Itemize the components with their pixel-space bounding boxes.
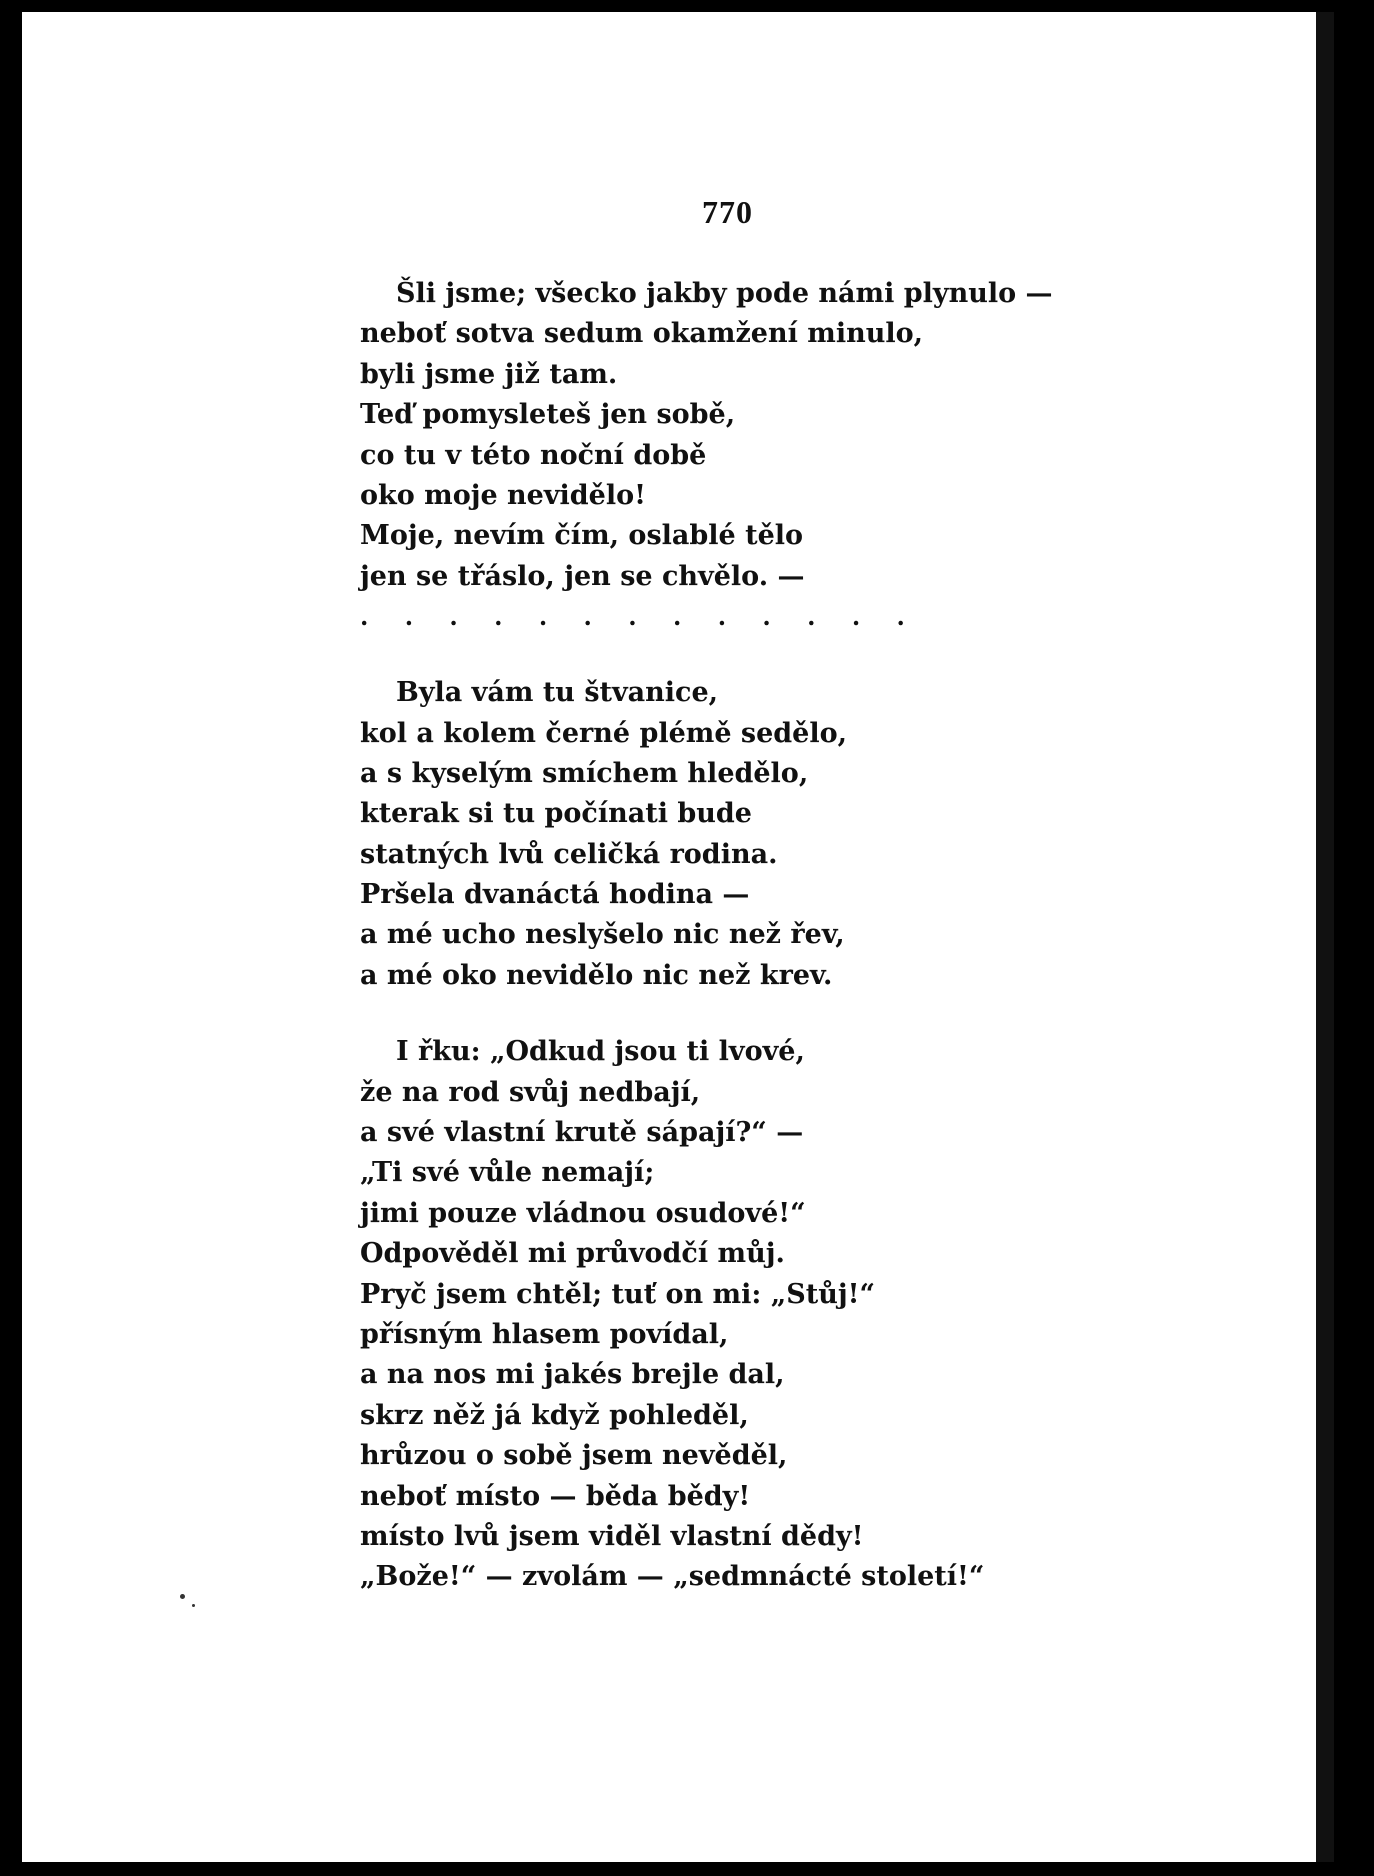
poem-line: a mé ucho neslyšelo nic než řev, [360,919,845,951]
poem-line: jimi pouze vládnou osudové!“ [360,1197,806,1229]
poem-line: oko moje nevidělo! [360,479,646,511]
poem-line: kol a kolem černé plémě sedělo, [360,717,848,749]
poem-line: Pršela dvanáctá hodina — [360,879,750,911]
scan-speck [192,1604,195,1607]
ellipsis-dots: . . . . . . . . . . . . . [360,602,919,632]
poem [360,274,1220,1598]
poem-line: statných lvů celičká rodina. [360,838,778,870]
book-page [22,12,1334,1862]
poem-line: a na nos mi jakés brejle dal, [360,1359,785,1391]
page-number: 770 [702,194,753,230]
poem-line: I řku: „Odkud jsou ti lvové, [396,1036,805,1068]
poem-line: Moje, nevím čím, oslablé tělo [360,520,804,552]
poem-line: neboť místo — běda bědy! [360,1480,751,1512]
poem-line: místo lvů jsem viděl vlastní dědy! [360,1520,864,1552]
scan-speck [180,1594,185,1599]
stanza-gap [360,996,1220,1032]
poem-line: přísným hlasem povídal, [360,1318,729,1350]
stanza-1 [360,274,1220,637]
poem-line: „Ti své vůle nemají; [360,1157,655,1189]
poem-line: neboť sotva sedum okamžení minulo, [360,318,924,350]
stanza-gap [360,637,1220,673]
poem-line: a s kyselým smíchem hledělo, [360,757,809,789]
poem-line: „Bože!“ — zvolám — „sedmnácté století!“ [360,1561,985,1593]
poem-line: skrz něž já když pohleděl, [360,1399,749,1431]
poem-line: jen se třáslo, jen se chvělo. — [360,560,805,592]
poem-line: hrůzou o sobě jsem nevěděl, [360,1440,788,1472]
poem-line: byli jsme již tam. [360,358,618,390]
poem-line: Byla vám tu štvanice, [396,677,719,709]
stanza-3 [360,1032,1220,1597]
poem-line: že na rod svůj nedbají, [360,1076,701,1108]
poem-line: Odpověděl mi průvodčí můj. [360,1238,785,1270]
poem-line: Pryč jsem chtěl; tuť on mi: „Stůj!“ [360,1278,876,1310]
stanza-2 [360,673,1220,996]
poem-line: a své vlastní krutě sápají?“ — [360,1117,804,1149]
poem-line: kterak si tu počínati bude [360,798,752,830]
poem-line: Šli jsme; všecko jakby pode námi plynulo — [396,278,1053,309]
poem-line: a mé oko nevidělo nic než krev. [360,959,833,991]
poem-line: co tu v této noční době [360,439,707,471]
poem-line: Teď pomysleteš jen sobě, [360,399,736,431]
